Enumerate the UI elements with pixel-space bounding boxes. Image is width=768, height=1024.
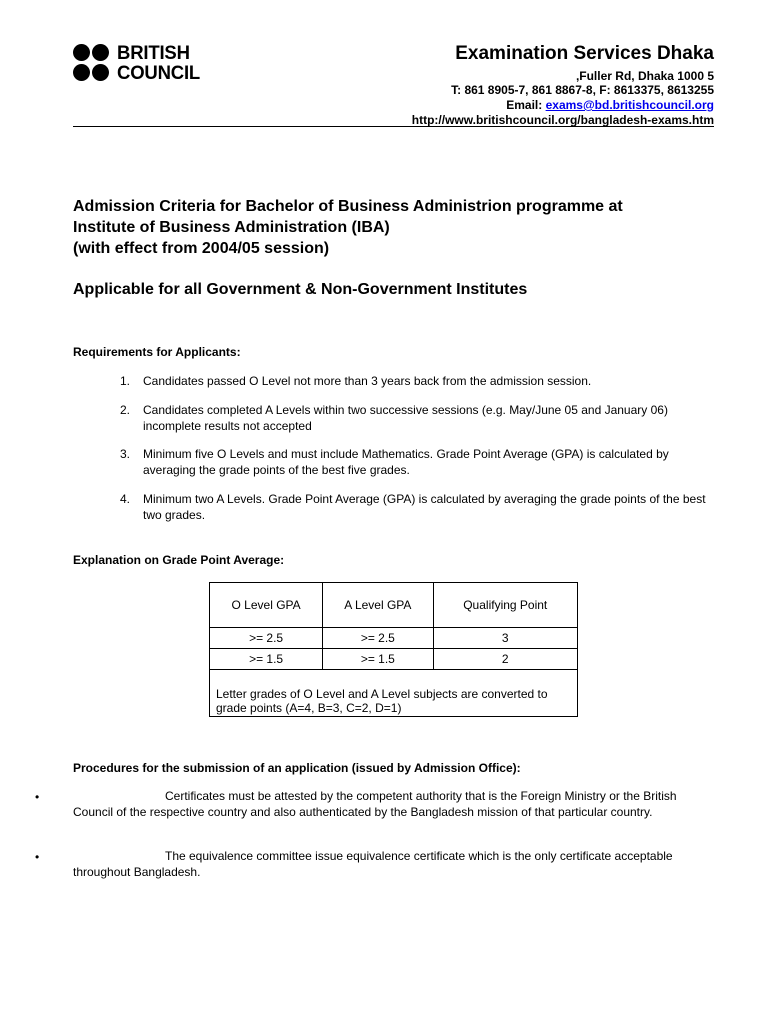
british-council-logo [73, 44, 233, 84]
logo-text-line2: COUNCIL [117, 62, 201, 84]
heading-line2: Institute of Business Administration (IBA) [73, 219, 390, 236]
table-cell: >= 2.5 [323, 628, 433, 649]
header-phone: T: 861 8905-7, 861 8867-8, F: 8613375, 8613255 [451, 83, 714, 97]
table-header-cell: A Level GPA [323, 583, 433, 628]
logo-dots-icon [73, 44, 111, 82]
list-item [73, 849, 718, 880]
table-cell: >= 1.5 [323, 649, 433, 670]
header-email-label: Email: [506, 98, 546, 112]
list-item-number: 3. [120, 447, 131, 461]
list-item-number: 1. [120, 374, 131, 388]
list-item [73, 447, 714, 478]
list-item-text: The equivalence committee issue equivalence certificate which is the only certificate acceptable throughout Bangladesh. [73, 849, 673, 879]
procedures-title: Procedures for the submission of an application (issued by Admission Office): [73, 761, 521, 775]
table-note-row [210, 670, 578, 717]
heading-line1: Admission Criteria for Bachelor of Business Administrion programme at [73, 198, 623, 215]
gpa-title: Explanation on Grade Point Average: [73, 553, 285, 567]
table-cell: 3 [433, 628, 578, 649]
header-title: Examination Services Dhaka [455, 43, 714, 64]
list-item-text: Candidates passed O Level not more than 3 years back from the admission session. [143, 374, 592, 388]
heading-applicable: Applicable for all Government & Non-Government Institutes [73, 281, 528, 298]
list-item-text: Minimum two A Levels. Grade Point Average (GPA) is calculated by averaging the grade points of the best two grades. [143, 492, 706, 522]
list-item [73, 492, 714, 523]
table-cell: >= 2.5 [210, 628, 323, 649]
table-header-row [210, 583, 578, 628]
table-row [210, 628, 578, 649]
table-header-cell: Qualifying Point [433, 583, 578, 628]
table-header-cell: O Level GPA [210, 583, 323, 628]
heading-line3: (with effect from 2004/05 session) [73, 240, 330, 257]
table-cell: 2 [433, 649, 578, 670]
table-cell: >= 1.5 [210, 649, 323, 670]
requirements-title: Requirements for Applicants: [73, 345, 241, 359]
header-email-row [506, 98, 714, 112]
bullet-icon: • [35, 790, 40, 804]
gpa-table [209, 582, 578, 717]
bullet-icon: • [35, 850, 40, 864]
header-email-link[interactable]: exams@bd.britishcouncil.org [545, 98, 714, 112]
table-row [210, 649, 578, 670]
list-item-text: Candidates completed A Levels within two successive sessions (e.g. May/June 05 and January 06) incomplete results not accepted [143, 403, 668, 433]
header-url[interactable]: http://www.britishcouncil.org/bangladesh-exams.htm [411, 113, 714, 127]
list-item [73, 403, 714, 434]
header-divider [73, 126, 714, 127]
list-item-text: Certificates must be attested by the competent authority that is the Foreign Ministry or the British Council of the respective country and also authenticated by the Bangladesh mission of that particular country. [73, 789, 677, 819]
logo-text-line1: BRITISH [117, 42, 190, 64]
header-address: ,Fuller Rd, Dhaka 1000 5 [575, 69, 714, 83]
list-item-number: 2. [120, 403, 131, 417]
list-item [73, 374, 714, 390]
list-item [73, 789, 718, 820]
list-item-number: 4. [120, 492, 131, 506]
table-note: Letter grades of O Level and A Level subjects are converted to grade points (A=4, B=3, C=2, D=1) [210, 670, 578, 717]
list-item-text: Minimum five O Levels and must include Mathematics. Grade Point Average (GPA) is calculated by averaging the grade points of the best five grades. [143, 447, 669, 477]
